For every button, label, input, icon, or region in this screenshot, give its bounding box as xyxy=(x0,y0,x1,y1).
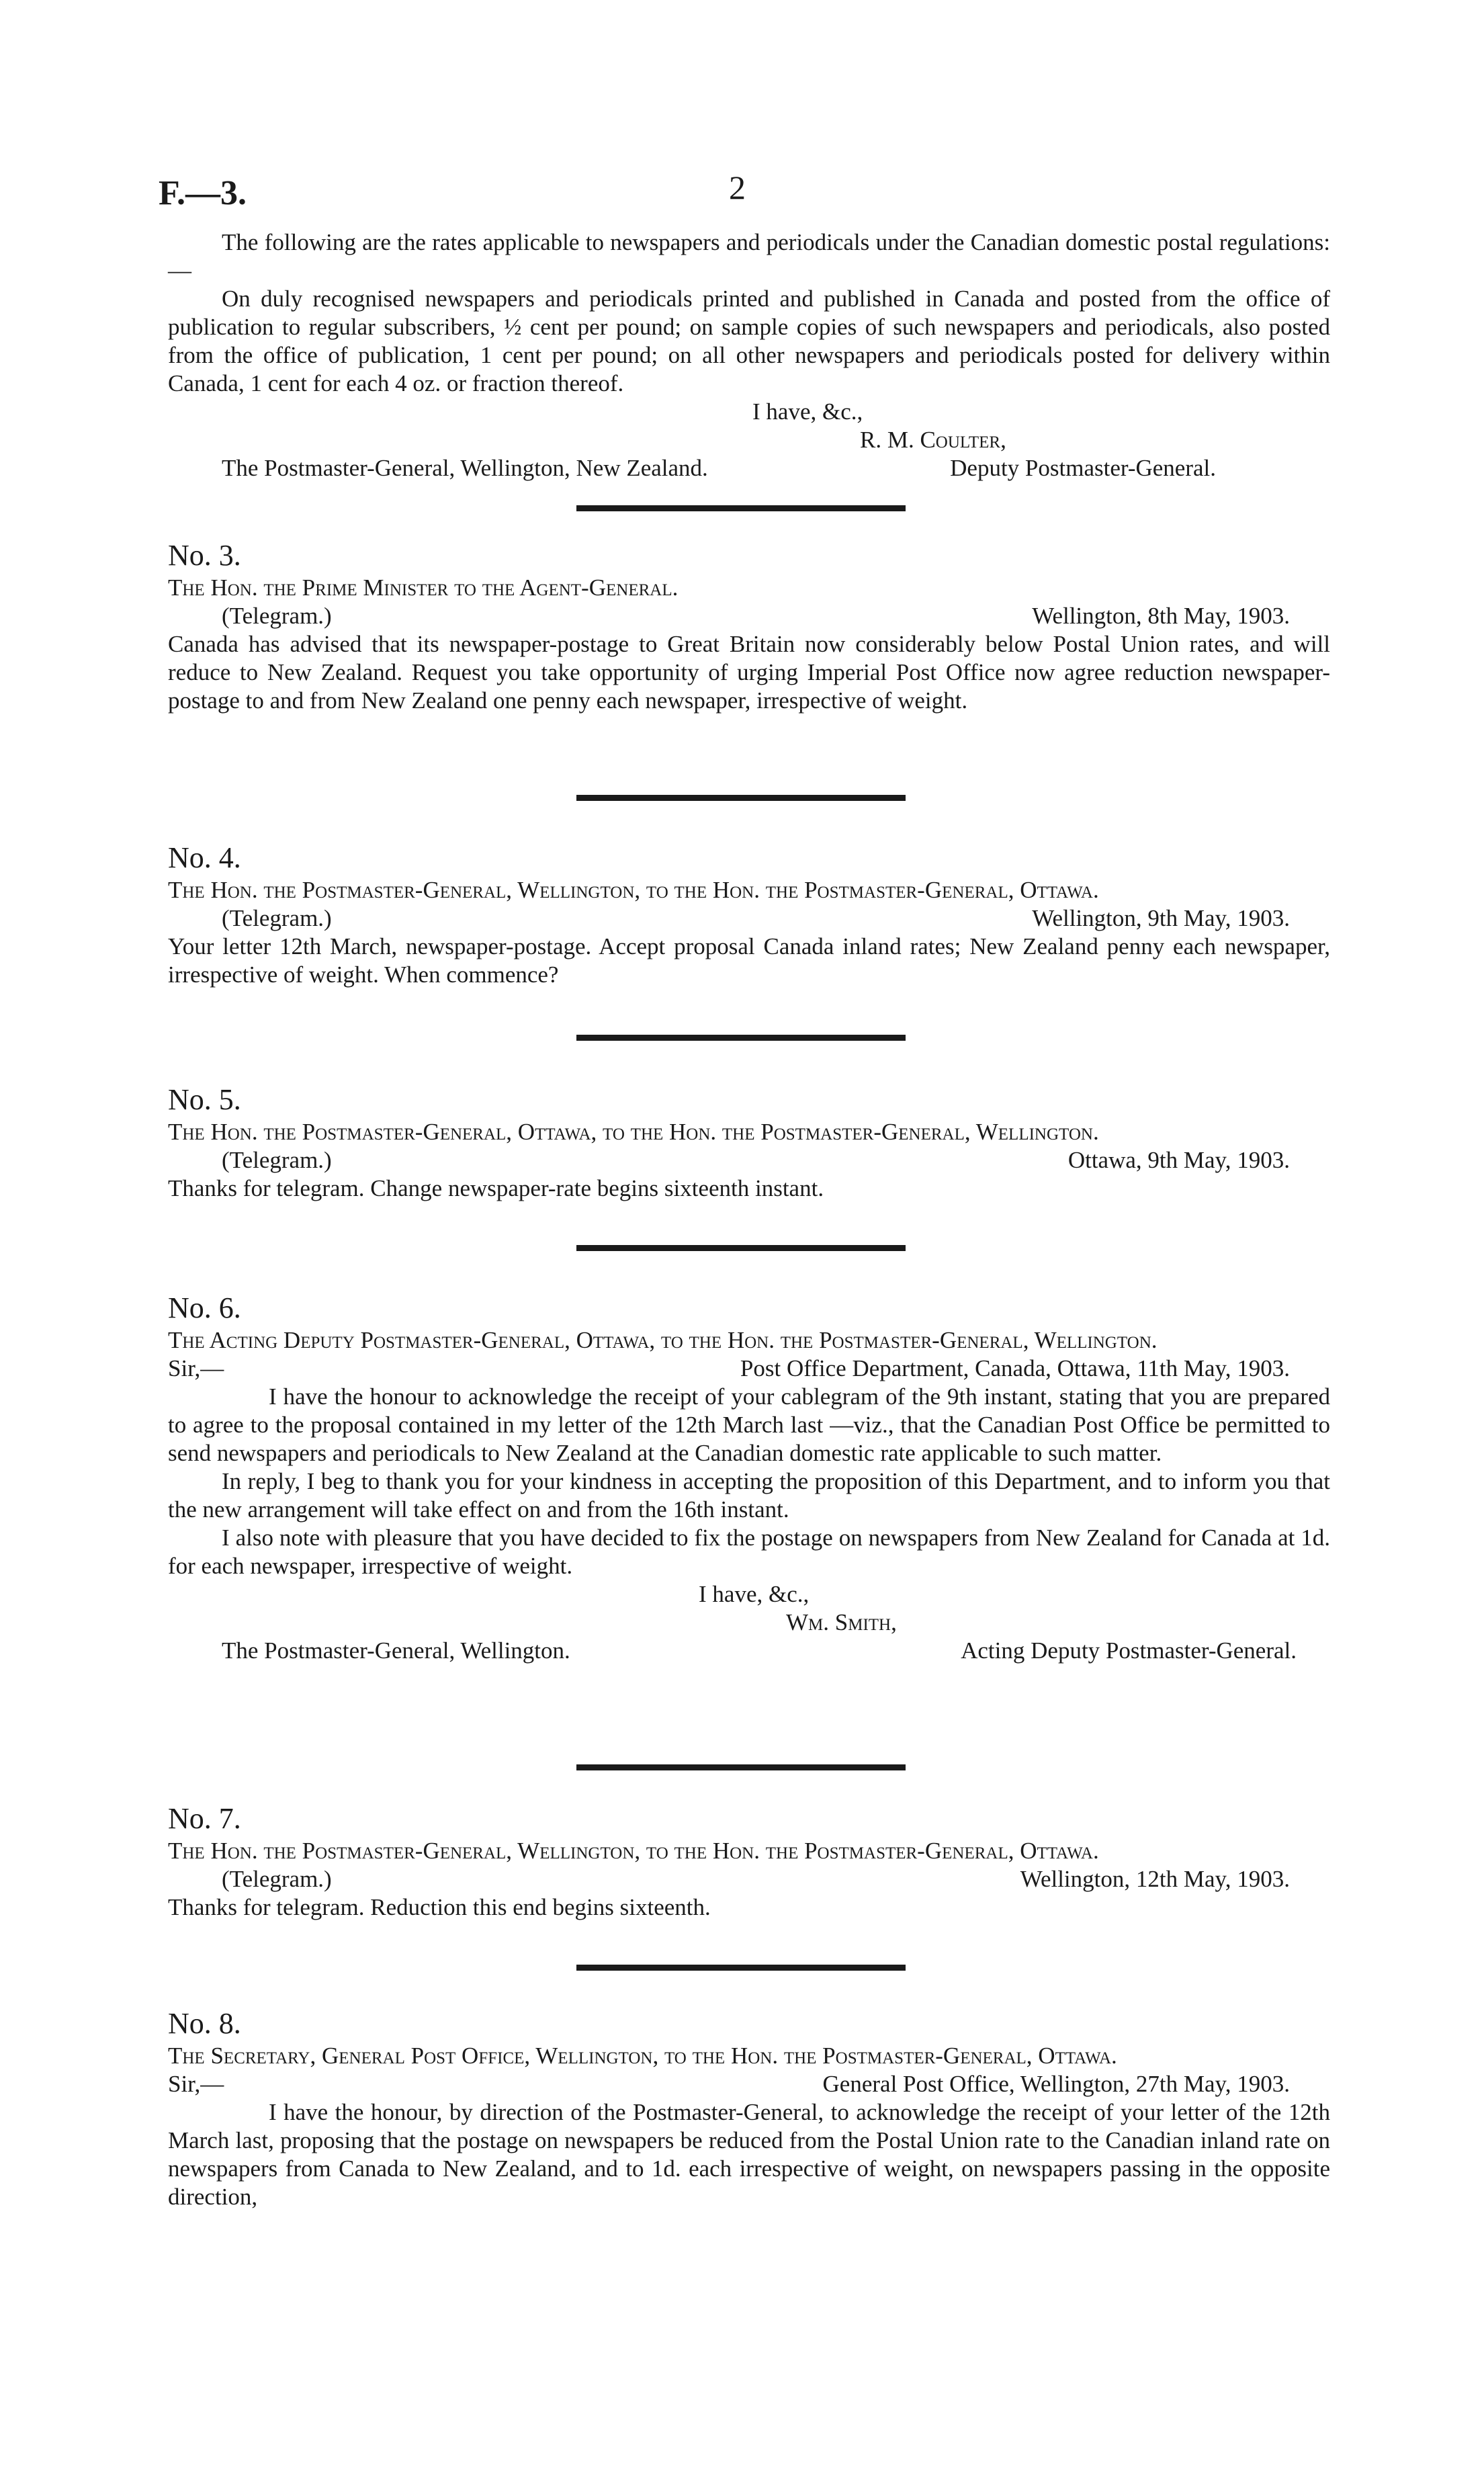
intro-addressee: The Postmaster-General, Wellington, New Zealand. xyxy=(222,455,708,481)
message-body: Canada has advised that its newspaper-postage to Great Britain now considerably below Postal Union rates, and will reduce to New Zealand. Request you take opportunity of urging Imperial Post Office now agree reduction newspaper-postage to and from New Zealand one penny each newspaper, irrespective of weight. xyxy=(168,631,1330,714)
section-no7 xyxy=(168,1801,1330,1922)
salutation: Sir,— xyxy=(168,1355,224,1381)
dateline: Ottawa, 9th May, 1903. xyxy=(1067,1147,1290,1173)
intro-title: Deputy Postmaster-General. xyxy=(950,455,1216,481)
intro-paragraph-1: The following are the rates applicable to newspapers and periodicals under the Canadian domestic postal regulations:— xyxy=(168,229,1330,284)
section-rule xyxy=(576,1245,906,1251)
section-heading: No. 6. xyxy=(168,1291,241,1324)
letter-paragraph-3: I also note with pleasure that you have decided to fix the postage on newspapers from New Zealand for Canada at 1d. for each newspaper, irrespective of weight. xyxy=(168,1525,1330,1579)
section-rule xyxy=(576,795,906,801)
dateline: Wellington, 12th May, 1903. xyxy=(1020,1866,1290,1892)
dateline: General Post Office, Wellington, 27th May, 1903. xyxy=(822,2071,1290,2097)
letter-title: Acting Deputy Postmaster-General. xyxy=(961,1637,1297,1664)
salutation: Sir,— xyxy=(168,2071,224,2097)
section-heading: No. 8. xyxy=(168,2007,241,2040)
letter-paragraph-1: I have the honour to acknowledge the receipt of your cablegram of the 9th instant, stating that you are prepared to agree to the proposal contained in my letter of the 12th March last —viz., that the Canadian Post Office be permitted to send newspapers and periodicals to New Zealand at the Canadian domestic rate applicable to such matter. xyxy=(168,1383,1330,1466)
message-kind: (Telegram.) xyxy=(222,1866,332,1892)
dateline: Wellington, 9th May, 1903. xyxy=(1032,905,1290,931)
letter-paragraph-2: In reply, I beg to thank you for your kindness in accepting the proposition of this Department, and to inform you that the new arrangement will take effect on and from the 16th instant. xyxy=(168,1468,1330,1523)
section-heading: No. 3. xyxy=(168,539,241,572)
message-body: Thanks for telegram. Reduction this end begins sixteenth. xyxy=(168,1894,711,1920)
intro-signatory: R. M. Coulter, xyxy=(860,427,1006,453)
section-route: The Hon. the Postmaster-General, Wellington, to the Hon. the Postmaster-General, Ottawa. xyxy=(168,1838,1099,1864)
section-rule xyxy=(576,1035,906,1041)
section-rule xyxy=(576,505,906,511)
document-code: F.—3. xyxy=(159,174,247,212)
section-heading: No. 4. xyxy=(168,841,241,874)
letter-closing: I have, &c., xyxy=(699,1581,810,1607)
section-no4 xyxy=(168,840,1330,989)
section-route: The Hon. the Postmaster-General, Wellington, to the Hon. the Postmaster-General, Ottawa. xyxy=(168,877,1099,903)
dateline: Post Office Department, Canada, Ottawa, 11th May, 1903. xyxy=(740,1355,1290,1381)
intro-section xyxy=(168,228,1330,482)
section-rule xyxy=(576,1764,906,1770)
section-no8 xyxy=(168,2006,1330,2211)
section-route: The Secretary, General Post Office, Wellington, to the Hon. the Postmaster-General, Ottawa. xyxy=(168,2043,1117,2069)
section-rule xyxy=(576,1965,906,1971)
section-no5 xyxy=(168,1082,1330,1203)
section-heading: No. 7. xyxy=(168,1802,241,1835)
letter-addressee: The Postmaster-General, Wellington. xyxy=(222,1637,570,1664)
message-body: Thanks for telegram. Change newspaper-rate begins sixteenth instant. xyxy=(168,1175,824,1201)
message-kind: (Telegram.) xyxy=(222,1147,332,1173)
section-route: The Hon. the Postmaster-General, Ottawa, to the Hon. the Postmaster-General, Wellington. xyxy=(168,1119,1099,1145)
section-no6 xyxy=(168,1290,1330,1665)
letter-paragraph-1: I have the honour, by direction of the Postmaster-General, to acknowledge the receipt of your letter of the 12th March last, proposing that the postage on newspapers be reduced from the Postal Union rate to the Canadian inland rate on newspapers from Canada to New Zealand, and to 1d. each irrespective of weight, on newspapers passing in the opposite direction, xyxy=(168,2099,1330,2210)
intro-paragraph-2: On duly recognised newspapers and periodicals printed and published in Canada and posted from the office of publication to regular subscribers, ½ cent per pound; on sample copies of such newspapers and periodicals, also posted from the office of publication, 1 cent per pound; on all other newspapers and periodicals posted for delivery within Canada, 1 cent for each 4 oz. or fraction thereof. xyxy=(168,286,1330,396)
letter-signatory: Wm. Smith, xyxy=(786,1609,897,1635)
section-heading: No. 5. xyxy=(168,1083,241,1116)
section-no3 xyxy=(168,538,1330,715)
message-kind: (Telegram.) xyxy=(222,603,332,629)
page-number: 2 xyxy=(729,169,746,206)
intro-closing: I have, &c., xyxy=(752,398,863,425)
section-route: The Acting Deputy Postmaster-General, Ottawa, to the Hon. the Postmaster-General, Wellington. xyxy=(168,1327,1158,1353)
message-kind: (Telegram.) xyxy=(222,905,332,931)
message-body: Your letter 12th March, newspaper-postage. Accept proposal Canada inland rates; New Zealand penny each newspaper, irrespective of weight. When commence? xyxy=(168,933,1330,988)
section-route: The Hon. the Prime Minister to the Agent-General. xyxy=(168,574,679,601)
dateline: Wellington, 8th May, 1903. xyxy=(1032,603,1290,629)
